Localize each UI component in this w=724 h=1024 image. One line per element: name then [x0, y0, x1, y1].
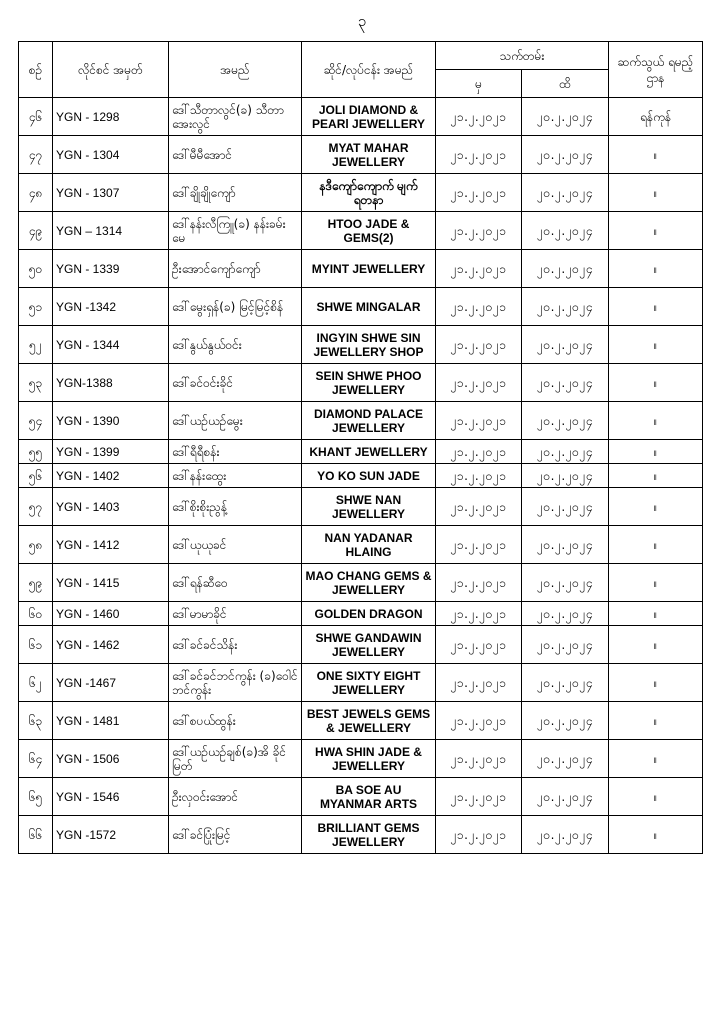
- contact-department: ။: [609, 440, 703, 464]
- table-row: [19, 98, 703, 136]
- header-to: ထိ: [522, 70, 609, 98]
- row-number: ၄၉: [19, 212, 53, 250]
- table-row: [19, 326, 703, 364]
- valid-from-date: ၂၁.၂.၂၀၂၁: [436, 440, 522, 464]
- table-row: [19, 136, 703, 174]
- valid-to-date: ၂၀.၂.၂၀၂၄: [522, 626, 609, 664]
- license-number: YGN - 1403: [53, 488, 169, 526]
- holder-name: ဒေါ်ခင်ခင်ဘင်ကွန်း (ခ)ဝေါင်ဘင်ကွန်း: [169, 664, 302, 702]
- contact-department: ။: [609, 212, 703, 250]
- row-number: ၅၁: [19, 288, 53, 326]
- contact-department: ။: [609, 364, 703, 402]
- row-number: ၅၅: [19, 440, 53, 464]
- row-number: ၆၀: [19, 602, 53, 626]
- holder-name: ဦးအောင်ကျော်ကျော်: [169, 250, 302, 288]
- valid-to-date: ၂၀.၂.၂၀၂၄: [522, 526, 609, 564]
- license-number: YGN -1572: [53, 816, 169, 854]
- table-row: [19, 402, 703, 440]
- contact-department: ။: [609, 464, 703, 488]
- shop-name: MAO CHANG GEMS & JEWELLERY: [302, 564, 436, 602]
- table-row: [19, 526, 703, 564]
- valid-from-date: ၂၁.၂.၂၀၂၁: [436, 402, 522, 440]
- table-row: [19, 364, 703, 402]
- valid-from-date: ၂၁.၂.၂၀၂၁: [436, 250, 522, 288]
- contact-department: ။: [609, 402, 703, 440]
- valid-to-date: ၂၀.၂.၂၀၂၄: [522, 212, 609, 250]
- contact-department: ။: [609, 174, 703, 212]
- holder-name: ဒေါ်နန်းလီကြူ(ခ) နန်းခမ်းမေ: [169, 212, 302, 250]
- holder-name: ဒေါ်ခင်ဝင်းခိုင်: [169, 364, 302, 402]
- shop-name: MYINT JEWELLERY: [302, 250, 436, 288]
- valid-from-date: ၂၁.၂.၂၀၂၁: [436, 326, 522, 364]
- table-row: [19, 626, 703, 664]
- shop-name: နဒီကျော်ကျောက် မျက်ရတနာ: [302, 174, 436, 212]
- license-number: YGN - 1390: [53, 402, 169, 440]
- table-row: [19, 250, 703, 288]
- row-number: ၅၀: [19, 250, 53, 288]
- license-number: YGN-1388: [53, 364, 169, 402]
- license-number: YGN - 1481: [53, 702, 169, 740]
- valid-from-date: ၂၁.၂.၂၀၂၁: [436, 464, 522, 488]
- valid-to-date: ၂၀.၂.၂၀၂၄: [522, 664, 609, 702]
- license-number: YGN - 1506: [53, 740, 169, 778]
- valid-from-date: ၂၁.၂.၂၀၂၁: [436, 98, 522, 136]
- holder-name: ဒေါ်ခင်ခင်သိန်း: [169, 626, 302, 664]
- license-number: YGN - 1415: [53, 564, 169, 602]
- table-row: [19, 212, 703, 250]
- contact-department: ။: [609, 288, 703, 326]
- license-number: YGN - 1402: [53, 464, 169, 488]
- row-number: ၆၂: [19, 664, 53, 702]
- valid-to-date: ၂၀.၂.၂၀၂၄: [522, 98, 609, 136]
- contact-department: ။: [609, 602, 703, 626]
- row-number: ၆၅: [19, 778, 53, 816]
- valid-to-date: ၂၀.၂.၂၀၂၄: [522, 136, 609, 174]
- valid-from-date: ၂၁.၂.၂၀၂၁: [436, 816, 522, 854]
- valid-to-date: ၂၀.၂.၂၀၂၄: [522, 364, 609, 402]
- shop-name: HWA SHIN JADE & JEWELLERY: [302, 740, 436, 778]
- row-number: ၅၃: [19, 364, 53, 402]
- contact-department: ။: [609, 702, 703, 740]
- valid-to-date: ၂၀.၂.၂၀၂၄: [522, 702, 609, 740]
- holder-name: ဒေါ်မီမီအောင်: [169, 136, 302, 174]
- valid-to-date: ၂၀.၂.၂၀၂၄: [522, 174, 609, 212]
- valid-from-date: ၂၁.၂.၂၀၂၁: [436, 364, 522, 402]
- row-number: ၅၄: [19, 402, 53, 440]
- shop-name: YO KO SUN JADE: [302, 464, 436, 488]
- table-row: [19, 440, 703, 464]
- table-row: [19, 778, 703, 816]
- page-number: ၃: [357, 12, 367, 30]
- header-from: မှ: [436, 70, 522, 98]
- header-shop: ဆိုင်/လုပ်ငန်း အမည်: [302, 42, 436, 98]
- valid-from-date: ၂၁.၂.၂၀၂၁: [436, 664, 522, 702]
- valid-from-date: ၂၁.၂.၂၀၂၁: [436, 488, 522, 526]
- shop-name: SHWE NAN JEWELLERY: [302, 488, 436, 526]
- contact-department: ။: [609, 664, 703, 702]
- holder-name: ဒေါ်သီတာလွင်(ခ) သီတာအေးလွင်: [169, 98, 302, 136]
- valid-to-date: ၂၀.၂.၂၀၂၄: [522, 326, 609, 364]
- contact-department: ။: [609, 740, 703, 778]
- contact-department: ။: [609, 626, 703, 664]
- shop-name: BRILLIANT GEMS JEWELLERY: [302, 816, 436, 854]
- valid-from-date: ၂၁.၂.၂၀၂၁: [436, 602, 522, 626]
- shop-name: BEST JEWELS GEMS & JEWELLERY: [302, 702, 436, 740]
- row-number: ၅၉: [19, 564, 53, 602]
- table-row: [19, 464, 703, 488]
- shop-name: ONE SIXTY EIGHT JEWELLERY: [302, 664, 436, 702]
- contact-department: ရန်ကုန်: [609, 98, 703, 136]
- valid-to-date: ၂၀.၂.၂၀၂၄: [522, 440, 609, 464]
- contact-department: ။: [609, 564, 703, 602]
- holder-name: ဒေါ်ယဉ်ယဉ်မွေး: [169, 402, 302, 440]
- license-number: YGN - 1399: [53, 440, 169, 464]
- valid-to-date: ၂၀.၂.၂၀၂၄: [522, 602, 609, 626]
- shop-name: BA SOE AU MYANMAR ARTS: [302, 778, 436, 816]
- license-number: YGN -1342: [53, 288, 169, 326]
- valid-from-date: ၂၁.၂.၂၀၂၁: [436, 174, 522, 212]
- license-number: YGN - 1307: [53, 174, 169, 212]
- shop-name: JOLI DIAMOND & PEARl JEWELLERY: [302, 98, 436, 136]
- contact-department: ။: [609, 326, 703, 364]
- license-number: YGN - 1546: [53, 778, 169, 816]
- shop-name: DIAMOND PALACE JEWELLERY: [302, 402, 436, 440]
- holder-name: ဒေါ်မာမာခိုင်: [169, 602, 302, 626]
- shop-name: HTOO JADE & GEMS(2): [302, 212, 436, 250]
- table-row: [19, 816, 703, 854]
- license-number: YGN -1467: [53, 664, 169, 702]
- header-validity: သက်တမ်း: [436, 42, 609, 70]
- valid-from-date: ၂၁.၂.၂၀၂၁: [436, 526, 522, 564]
- jeweller-license-table: [18, 41, 703, 854]
- row-number: ၅၈: [19, 526, 53, 564]
- contact-department: ။: [609, 488, 703, 526]
- valid-to-date: ၂၀.၂.၂၀၂၄: [522, 816, 609, 854]
- valid-to-date: ၂၀.၂.၂၀၂၄: [522, 464, 609, 488]
- valid-from-date: ၂၁.၂.၂၀၂၁: [436, 702, 522, 740]
- valid-from-date: ၂၁.၂.၂၀၂၁: [436, 740, 522, 778]
- valid-from-date: ၂၁.၂.၂၀၂၁: [436, 288, 522, 326]
- holder-name: ဒေါ်ရီရီစန်း: [169, 440, 302, 464]
- row-number: ၅၂: [19, 326, 53, 364]
- table-row: [19, 664, 703, 702]
- valid-from-date: ၂၁.၂.၂၀၂၁: [436, 778, 522, 816]
- contact-department: ။: [609, 816, 703, 854]
- valid-from-date: ၂၁.၂.၂၀၂၁: [436, 626, 522, 664]
- valid-to-date: ၂၀.၂.၂၀၂၄: [522, 288, 609, 326]
- license-number: YGN - 1412: [53, 526, 169, 564]
- license-number: YGN - 1462: [53, 626, 169, 664]
- holder-name: ဒေါ်နန်းထွေး: [169, 464, 302, 488]
- valid-from-date: ၂၁.၂.၂၀၂၁: [436, 136, 522, 174]
- valid-to-date: ၂၀.၂.၂၀၂၄: [522, 250, 609, 288]
- license-number: YGN - 1344: [53, 326, 169, 364]
- table-row: [19, 488, 703, 526]
- holder-name: ဒေါ်နွယ်နွယ်ဝင်း: [169, 326, 302, 364]
- table-row: [19, 702, 703, 740]
- shop-name: NAN YADANAR HLAING: [302, 526, 436, 564]
- row-number: ၄၆: [19, 98, 53, 136]
- header-no: စဉ်: [19, 42, 53, 98]
- valid-from-date: ၂၁.၂.၂၀၂၁: [436, 564, 522, 602]
- contact-department: ။: [609, 136, 703, 174]
- row-number: ၅၇: [19, 488, 53, 526]
- contact-department: ။: [609, 526, 703, 564]
- holder-name: ဦးလှဝင်းအောင်: [169, 778, 302, 816]
- valid-to-date: ၂၀.၂.၂၀၂၄: [522, 488, 609, 526]
- license-number: YGN - 1460: [53, 602, 169, 626]
- row-number: ၆၁: [19, 626, 53, 664]
- row-number: ၆၆: [19, 816, 53, 854]
- table-row: [19, 174, 703, 212]
- row-number: ၅၆: [19, 464, 53, 488]
- license-number: YGN - 1339: [53, 250, 169, 288]
- shop-name: SEIN SHWE PHOO JEWELLERY: [302, 364, 436, 402]
- holder-name: ဒေါ်ချိုချိုကျော်: [169, 174, 302, 212]
- shop-name: MYAT MAHAR JEWELLERY: [302, 136, 436, 174]
- holder-name: ဒေါ်ရန်ဆီဝေ: [169, 564, 302, 602]
- holder-name: ဒေါ်ခင်ပြုံးမြင့်: [169, 816, 302, 854]
- table-row: [19, 740, 703, 778]
- shop-name: GOLDEN DRAGON: [302, 602, 436, 626]
- table-row: [19, 602, 703, 626]
- valid-to-date: ၂၀.၂.၂၀၂၄: [522, 402, 609, 440]
- holder-name: ဒေါ်စပယ်ထွန်း: [169, 702, 302, 740]
- table-row: [19, 288, 703, 326]
- header-contact: ဆက်သွယ် ရမည့်ဌာန: [609, 42, 703, 98]
- row-number: ၄၇: [19, 136, 53, 174]
- contact-department: ။: [609, 778, 703, 816]
- valid-to-date: ၂၀.၂.၂၀၂၄: [522, 564, 609, 602]
- contact-department: ။: [609, 250, 703, 288]
- license-number: YGN – 1314: [53, 212, 169, 250]
- license-number: YGN - 1304: [53, 136, 169, 174]
- header-license: လိုင်စင် အမှတ်: [53, 42, 169, 98]
- shop-name: INGYIN SHWE SIN JEWELLERY SHOP: [302, 326, 436, 364]
- valid-from-date: ၂၁.၂.၂၀၂၁: [436, 212, 522, 250]
- holder-name: ဒေါ်ယုယုခင်: [169, 526, 302, 564]
- row-number: ၆၃: [19, 702, 53, 740]
- valid-to-date: ၂၀.၂.၂၀၂၄: [522, 740, 609, 778]
- row-number: ၆၄: [19, 740, 53, 778]
- holder-name: ဒေါ်မွေးရှန်(ခ) မြင့်မြင့်စိန်: [169, 288, 302, 326]
- valid-to-date: ၂၀.၂.၂၀၂၄: [522, 778, 609, 816]
- table-row: [19, 564, 703, 602]
- header-name: အမည်: [169, 42, 302, 98]
- shop-name: KHANT JEWELLERY: [302, 440, 436, 464]
- shop-name: SHWE GANDAWIN JEWELLERY: [302, 626, 436, 664]
- shop-name: SHWE MINGALAR: [302, 288, 436, 326]
- holder-name: ဒေါ်ယဉ်ယဉ်ချစ်(ခ)အိ ခိုင်မြတ်: [169, 740, 302, 778]
- row-number: ၄၈: [19, 174, 53, 212]
- holder-name: ဒေါ်စိုးစိုးညွန့်: [169, 488, 302, 526]
- license-number: YGN - 1298: [53, 98, 169, 136]
